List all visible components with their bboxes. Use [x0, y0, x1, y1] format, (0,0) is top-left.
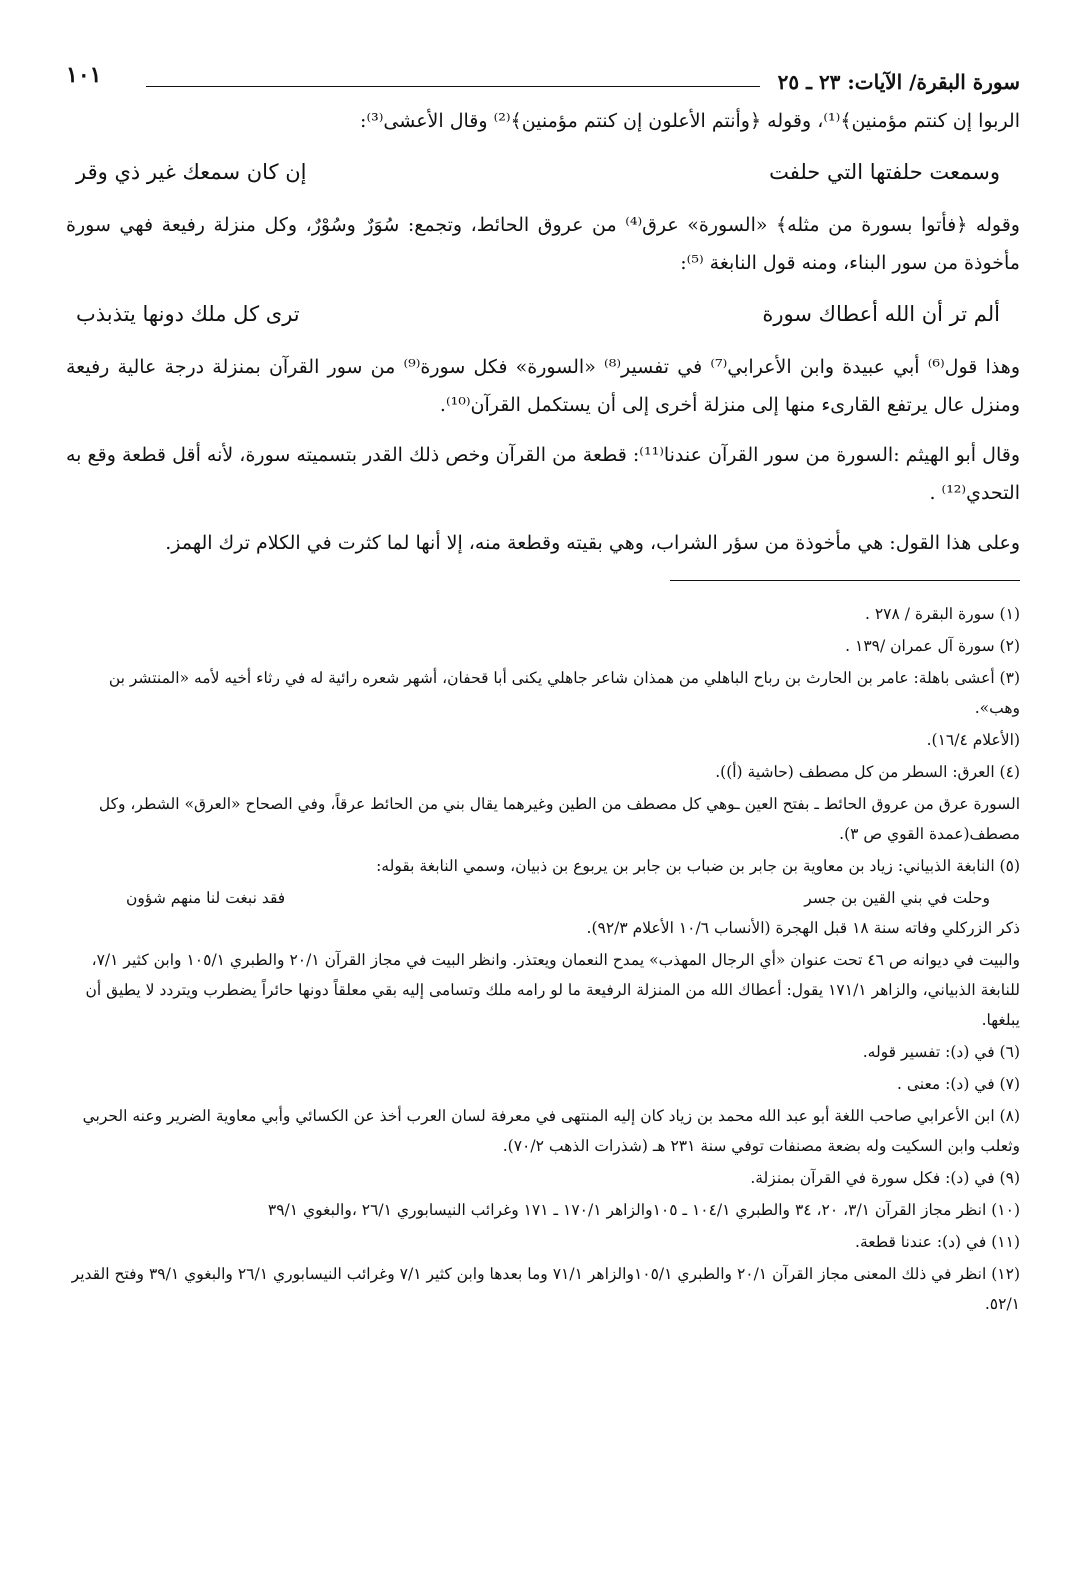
verse-first-hemistich: وسمعت حلفتها التي حلفت [769, 160, 1000, 184]
verse-second-hemistich: فقد نبغت لنا منهم شؤون [126, 889, 286, 907]
footnote: (١١) في (د): عندنا قطعة. [855, 1233, 1020, 1251]
main-text [66, 102, 1020, 562]
paragraph: وقال أبو الهيثم :السورة من سور القرآن عندنا⁽¹¹⁾: قطعة من القرآن وخص ذلك القدر بتسميته سورة، لأنه أقل قطعة وقع به التحدي⁽¹²⁾ . [66, 444, 1020, 504]
footnotes [66, 599, 1020, 1319]
footnote: (٩) في (د): فكل سورة في القرآن بمنزلة. [750, 1169, 1020, 1187]
page-number: ١٠١ [66, 62, 102, 88]
footnote-continuation: والبيت في ديوانه ص ٤٦ تحت عنوان «أي الرجال المهذب» يمدح النعمان ويعتذر. وانظر البيت في مجاز القرآن ٢٠/١ والطبري ١٠٥/١ وابن كثير ٧/١، للنابغة الذبياني، والزاهر ١٧١/١ يقول: أعطاك الله من المنزلة الرفيعة ما لو رامه ملك وتسامى إليه بقي معلقاً دونها حائراً يضطرب ويتردد لا يطيق أن يبلغها. [85, 951, 1020, 1029]
verse-first-hemistich: ألم تر أن الله أعطاك سورة [762, 302, 1000, 326]
verse-second-hemistich: ترى كل ملك دونها يتذبذب [76, 302, 300, 326]
footnote-continuation: (الأعلام ١٦/٤). [926, 731, 1020, 749]
footnote: (١٠) انظر مجاز القرآن ٣/١، ٢٠، ٣٤ والطبري ١٠٤/١ ـ ١٠٥والزاهر ١٧٠/١ ـ ١٧١ وغرائب النيسابوري ٢٦/١ ،والبغوي ٣٩/١ [267, 1201, 1020, 1219]
poetry-verse [76, 294, 1000, 334]
footnote-continuation: ذكر الزركلي وفاته سنة ١٨ قبل الهجرة (الأنساب ١٠/٦ الأعلام ٩٢/٣). [586, 919, 1020, 937]
running-title: سورة البقرة/ الآيات: ٢٣ ـ ٢٥ [777, 70, 1020, 94]
footnote: (٨) ابن الأعرابي صاحب اللغة أبو عبد الله محمد بن زياد كان إليه المنتهى في معرفة لسان العرب أخذ عن الكسائي وأبي معاوية الضرير وعنه الحربي وثعلب وابن السكيت وله بضعة مصنفات توفي سنة ٢٣١ هـ (شذرات الذهب ٧٠/٢). [82, 1107, 1020, 1155]
footnote-continuation: السورة عرق من عروق الحائط ـ بفتح العين ـوهي كل مصطف من الطين وغيرهما يقال بني من الحائط عرقاً، وفي الصحاح «العرق» الشطر، وكل مصطف(عمدة القوي ص ٣). [98, 795, 1020, 843]
footnote: (٦) في (د): تفسير قوله. [862, 1043, 1020, 1061]
footnote: (٧) في (د): معنى . [897, 1075, 1020, 1093]
footnote: (١٢) انظر في ذلك المعنى مجاز القرآن ٢٠/١ والطبري ١٠٥/١والزاهر ٧١/١ وما بعدها وابن كثير ٧/١ وغرائب النيسابوري ٢٦/١ والبغوي ٣٩/١ وفتح القدير ٥٢/١. [71, 1265, 1020, 1313]
page-header [66, 62, 1020, 102]
footnote-separator [670, 580, 1020, 581]
poetry-verse [76, 152, 1000, 192]
paragraph: وهذا قول⁽⁶⁾ أبي عبيدة وابن الأعرابي⁽⁷⁾ في تفسير⁽⁸⁾ «السورة» فكل سورة⁽⁹⁾ من سور القرآن بمنزلة درجة عالية رفيعة ومنزل عال يرتفع القارىء منها إلى منزلة أخرى إلى أن يستكمل القرآن⁽¹⁰⁾. [66, 356, 1020, 416]
header-rule [146, 86, 760, 87]
verse-second-hemistich: إن كان سمعك غير ذي وقر [76, 160, 307, 184]
footnote-verse [66, 883, 1020, 913]
footnote: (٢) سورة آل عمران /١٣٩ . [845, 637, 1020, 655]
footnote: (٣) أعشى باهلة: عامر بن الحارث بن رباح الباهلي من همذان شاعر جاهلي يكنى أبا قحفان، أشهر شعره رائية له في رثاء أخيه لأمه «المنتشر بن وهب». [108, 669, 1020, 717]
paragraph: وقوله ﴿فأتوا بسورة من مثله﴾ «السورة» عرق⁽⁴⁾ من عروق الحائط، وتجمع: سُوَرٌ وسُوْرٌ، وكل منزلة رفيعة فهي سورة مأخوذة من سور البناء، ومنه قول النابغة ⁽⁵⁾: [66, 214, 1020, 274]
footnote: (٥) النابغة الذبياني: زياد بن معاوية بن جابر بن ضباب بن جابر بن يربوع بن ذبيان، وسمي النابغة بقوله: [376, 857, 1020, 875]
footnote: (٤) العرق: السطر من كل مصطف (حاشية (أ)). [715, 763, 1020, 781]
paragraph: الربوا إن كنتم مؤمنين﴾⁽¹⁾، وقوله ﴿وأنتم الأعلون إن كنتم مؤمنين﴾⁽²⁾ وقال الأعشى⁽³⁾: [360, 110, 1020, 132]
verse-first-hemistich: وحلت في بني القين بن جسر [804, 889, 990, 907]
paragraph: وعلى هذا القول: هي مأخوذة من سؤر الشراب، وهي بقيته وقطعة منه، إلا أنها لما كثرت في الكلام ترك الهمز. [165, 532, 1020, 554]
footnote: (١) سورة البقرة / ٢٧٨ . [864, 605, 1020, 623]
